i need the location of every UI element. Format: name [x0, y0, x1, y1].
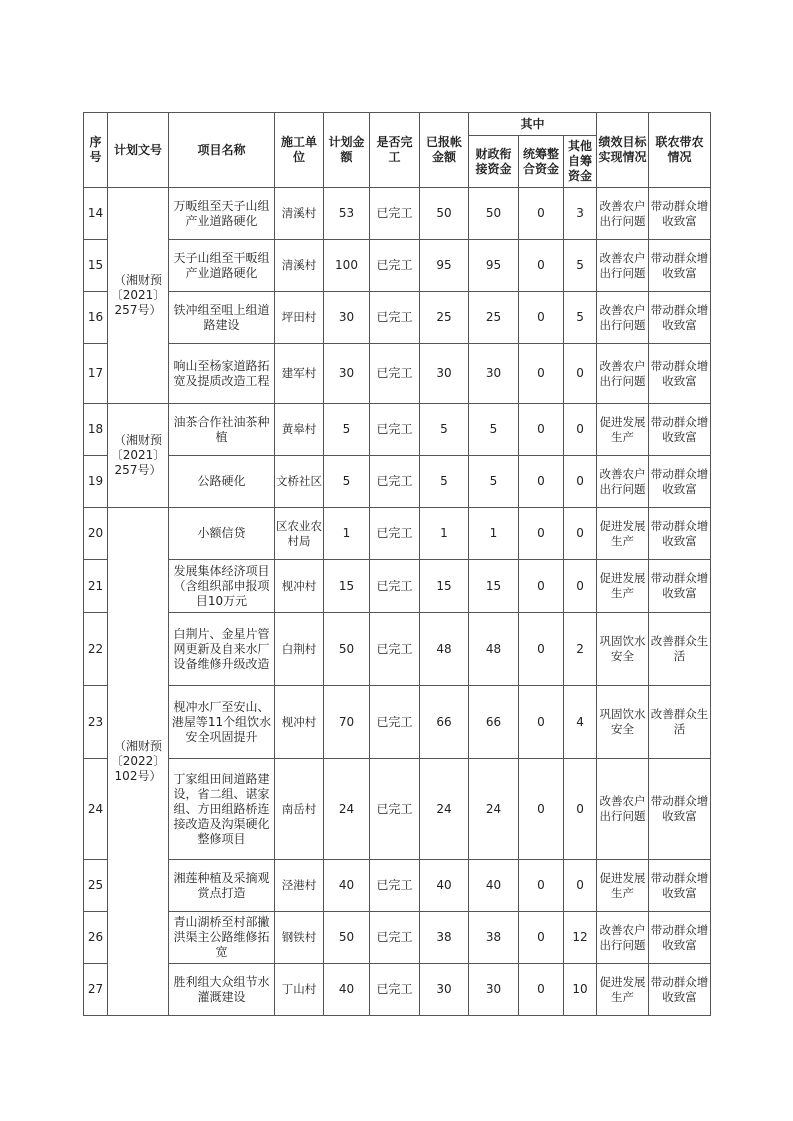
row-plan-amount: 1 — [324, 508, 370, 560]
row-project: 公路硬化 — [169, 456, 275, 508]
row-link: 带动群众增收致富 — [649, 344, 711, 404]
row-other: 0 — [564, 404, 597, 456]
row-reported: 15 — [420, 560, 469, 613]
row-coordinated: 0 — [519, 686, 564, 759]
header-finance: 财政衔接资金 — [469, 136, 519, 188]
table-row — [84, 456, 711, 508]
row-finance: 40 — [469, 860, 519, 912]
row-completed: 已完工 — [370, 860, 420, 912]
row-performance: 促进发展生产 — [597, 964, 649, 1016]
table-row — [84, 860, 711, 912]
row-link: 改善群众生活 — [649, 613, 711, 686]
row-plan-doc: （湘财预〔2021〕257号） — [108, 404, 169, 508]
row-project: 天子山组至干畈组产业道路硬化 — [169, 240, 275, 292]
row-seq: 23 — [84, 686, 108, 759]
row-unit: 枧冲村 — [275, 560, 324, 613]
row-plan-amount: 5 — [324, 404, 370, 456]
header-completed: 是否完工 — [370, 113, 420, 188]
row-reported: 1 — [420, 508, 469, 560]
row-seq: 22 — [84, 613, 108, 686]
row-seq: 20 — [84, 508, 108, 560]
header-seq: 序号 — [84, 113, 108, 188]
row-finance: 1 — [469, 508, 519, 560]
row-other: 5 — [564, 240, 597, 292]
row-performance: 巩固饮水安全 — [597, 613, 649, 686]
row-other: 10 — [564, 964, 597, 1016]
row-project: 丁家组田间道路建设，省二组、谌家组、方田组路桥连接改造及沟渠硬化整修项目 — [169, 759, 275, 860]
header-link: 联农带农情况 — [649, 113, 711, 188]
row-project: 响山至杨家道路拓宽及提质改造工程 — [169, 344, 275, 404]
row-project: 万畈组至天子山组产业道路硬化 — [169, 188, 275, 240]
row-unit: 区农业农村局 — [275, 508, 324, 560]
row-link: 带动群众增收致富 — [649, 240, 711, 292]
header-plan-amount: 计划金额 — [324, 113, 370, 188]
row-project: 青山湖桥至村部撇洪渠主公路维修拓宽 — [169, 912, 275, 964]
row-finance: 48 — [469, 613, 519, 686]
row-other: 0 — [564, 456, 597, 508]
row-performance: 改善农户出行问题 — [597, 188, 649, 240]
row-unit: 枧冲村 — [275, 686, 324, 759]
header-performance: 绩效目标实现情况 — [597, 113, 649, 188]
row-plan-amount: 100 — [324, 240, 370, 292]
row-unit: 清溪村 — [275, 240, 324, 292]
table-row — [84, 560, 711, 613]
row-completed: 已完工 — [370, 456, 420, 508]
row-other: 4 — [564, 686, 597, 759]
row-seq: 19 — [84, 456, 108, 508]
row-seq: 26 — [84, 912, 108, 964]
table-row — [84, 188, 711, 240]
row-other: 0 — [564, 508, 597, 560]
table-row — [84, 240, 711, 292]
funds-table — [83, 112, 711, 1016]
row-unit: 建军村 — [275, 344, 324, 404]
table-row — [84, 508, 711, 560]
row-project: 发展集体经济项目（含组织部申报项目10万元 — [169, 560, 275, 613]
table-row — [84, 404, 711, 456]
row-other: 5 — [564, 292, 597, 344]
row-plan-amount: 24 — [324, 759, 370, 860]
row-coordinated: 0 — [519, 344, 564, 404]
row-link: 带动群众增收致富 — [649, 912, 711, 964]
row-link: 带动群众增收致富 — [649, 292, 711, 344]
row-coordinated: 0 — [519, 560, 564, 613]
row-seq: 17 — [84, 344, 108, 404]
row-performance: 促进发展生产 — [597, 404, 649, 456]
row-finance: 25 — [469, 292, 519, 344]
row-coordinated: 0 — [519, 912, 564, 964]
row-other: 2 — [564, 613, 597, 686]
row-performance: 改善农户出行问题 — [597, 292, 649, 344]
row-other: 0 — [564, 344, 597, 404]
row-link: 带动群众增收致富 — [649, 456, 711, 508]
row-coordinated: 0 — [519, 860, 564, 912]
row-other: 0 — [564, 759, 597, 860]
row-coordinated: 0 — [519, 188, 564, 240]
row-completed: 已完工 — [370, 240, 420, 292]
row-seq: 15 — [84, 240, 108, 292]
row-performance: 改善农户出行问题 — [597, 912, 649, 964]
row-project: 枧冲水厂至安山、港屋等11个组饮水安全巩固提升 — [169, 686, 275, 759]
row-seq: 21 — [84, 560, 108, 613]
header-among: 其中 — [469, 113, 597, 136]
header-plan-doc: 计划文号 — [108, 113, 169, 188]
table-row — [84, 912, 711, 964]
header-coordinated: 统筹整合资金 — [519, 136, 564, 188]
row-reported: 5 — [420, 456, 469, 508]
row-reported: 30 — [420, 964, 469, 1016]
table-row — [84, 613, 711, 686]
row-completed: 已完工 — [370, 292, 420, 344]
row-plan-amount: 40 — [324, 964, 370, 1016]
row-unit: 白荆村 — [275, 613, 324, 686]
row-reported: 38 — [420, 912, 469, 964]
row-reported: 40 — [420, 860, 469, 912]
row-performance: 促进发展生产 — [597, 508, 649, 560]
row-unit: 钢铁村 — [275, 912, 324, 964]
row-other: 0 — [564, 560, 597, 613]
row-plan-amount: 5 — [324, 456, 370, 508]
row-plan-amount: 15 — [324, 560, 370, 613]
row-seq: 24 — [84, 759, 108, 860]
header-reported: 已报帐金额 — [420, 113, 469, 188]
row-project: 小额信贷 — [169, 508, 275, 560]
row-performance: 改善农户出行问题 — [597, 456, 649, 508]
row-completed: 已完工 — [370, 912, 420, 964]
row-coordinated: 0 — [519, 613, 564, 686]
row-completed: 已完工 — [370, 686, 420, 759]
row-reported: 5 — [420, 404, 469, 456]
row-unit: 坪田村 — [275, 292, 324, 344]
row-reported: 50 — [420, 188, 469, 240]
row-plan-amount: 50 — [324, 912, 370, 964]
row-finance: 24 — [469, 759, 519, 860]
row-link: 带动群众增收致富 — [649, 404, 711, 456]
row-reported: 25 — [420, 292, 469, 344]
row-plan-doc: （湘财预〔2021〕257号） — [108, 188, 169, 404]
row-performance: 巩固饮水安全 — [597, 686, 649, 759]
row-performance: 改善农户出行问题 — [597, 344, 649, 404]
row-coordinated: 0 — [519, 292, 564, 344]
row-unit: 泾港村 — [275, 860, 324, 912]
row-coordinated: 0 — [519, 456, 564, 508]
row-finance: 30 — [469, 964, 519, 1016]
row-seq: 25 — [84, 860, 108, 912]
row-project: 白荆片、金星片管网更新及自来水厂设备维修升级改造 — [169, 613, 275, 686]
row-plan-amount: 50 — [324, 613, 370, 686]
row-plan-amount: 53 — [324, 188, 370, 240]
row-coordinated: 0 — [519, 404, 564, 456]
row-other: 12 — [564, 912, 597, 964]
row-performance: 促进发展生产 — [597, 860, 649, 912]
row-completed: 已完工 — [370, 964, 420, 1016]
row-performance: 促进发展生产 — [597, 560, 649, 613]
row-finance: 38 — [469, 912, 519, 964]
table-row — [84, 964, 711, 1016]
row-plan-amount: 30 — [324, 344, 370, 404]
row-finance: 95 — [469, 240, 519, 292]
row-seq: 16 — [84, 292, 108, 344]
row-seq: 27 — [84, 964, 108, 1016]
row-seq: 18 — [84, 404, 108, 456]
row-performance: 改善农户出行问题 — [597, 240, 649, 292]
row-completed: 已完工 — [370, 344, 420, 404]
row-plan-amount: 70 — [324, 686, 370, 759]
row-reported: 30 — [420, 344, 469, 404]
row-finance: 5 — [469, 456, 519, 508]
row-unit: 文桥社区 — [275, 456, 324, 508]
row-coordinated: 0 — [519, 240, 564, 292]
row-project: 胜利组大众组节水灌溉建设 — [169, 964, 275, 1016]
row-unit: 黄皋村 — [275, 404, 324, 456]
row-coordinated: 0 — [519, 508, 564, 560]
row-completed: 已完工 — [370, 613, 420, 686]
row-seq: 14 — [84, 188, 108, 240]
header-other: 其他自筹资金 — [564, 136, 597, 188]
row-link: 改善群众生活 — [649, 686, 711, 759]
row-reported: 48 — [420, 613, 469, 686]
row-reported: 24 — [420, 759, 469, 860]
row-other: 3 — [564, 188, 597, 240]
row-link: 带动群众增收致富 — [649, 508, 711, 560]
row-unit: 清溪村 — [275, 188, 324, 240]
table-header — [84, 113, 711, 188]
row-project: 铁冲组至咀上组道路建设 — [169, 292, 275, 344]
row-finance: 50 — [469, 188, 519, 240]
row-finance: 66 — [469, 686, 519, 759]
row-other: 0 — [564, 860, 597, 912]
row-unit: 南岳村 — [275, 759, 324, 860]
row-finance: 5 — [469, 404, 519, 456]
row-project: 湘莲种植及采摘观赏点打造 — [169, 860, 275, 912]
row-finance: 15 — [469, 560, 519, 613]
table-row — [84, 759, 711, 860]
row-project: 油茶合作社油茶种植 — [169, 404, 275, 456]
row-reported: 95 — [420, 240, 469, 292]
row-link: 带动群众增收致富 — [649, 860, 711, 912]
row-plan-doc: （湘财预〔2022〕102号） — [108, 508, 169, 1016]
table-row — [84, 344, 711, 404]
row-reported: 66 — [420, 686, 469, 759]
table-body — [84, 188, 711, 1016]
row-link: 带动群众增收致富 — [649, 560, 711, 613]
row-link: 带动群众增收致富 — [649, 964, 711, 1016]
row-link: 带动群众增收致富 — [649, 188, 711, 240]
header-unit: 施工单位 — [275, 113, 324, 188]
row-completed: 已完工 — [370, 508, 420, 560]
row-completed: 已完工 — [370, 560, 420, 613]
row-unit: 丁山村 — [275, 964, 324, 1016]
row-finance: 30 — [469, 344, 519, 404]
header-project: 项目名称 — [169, 113, 275, 188]
table-row — [84, 686, 711, 759]
row-link: 带动群众增收致富 — [649, 759, 711, 860]
row-plan-amount: 40 — [324, 860, 370, 912]
row-coordinated: 0 — [519, 759, 564, 860]
row-coordinated: 0 — [519, 964, 564, 1016]
row-completed: 已完工 — [370, 404, 420, 456]
row-plan-amount: 30 — [324, 292, 370, 344]
row-completed: 已完工 — [370, 188, 420, 240]
row-performance: 改善农户出行问题 — [597, 759, 649, 860]
table-row — [84, 292, 711, 344]
row-completed: 已完工 — [370, 759, 420, 860]
